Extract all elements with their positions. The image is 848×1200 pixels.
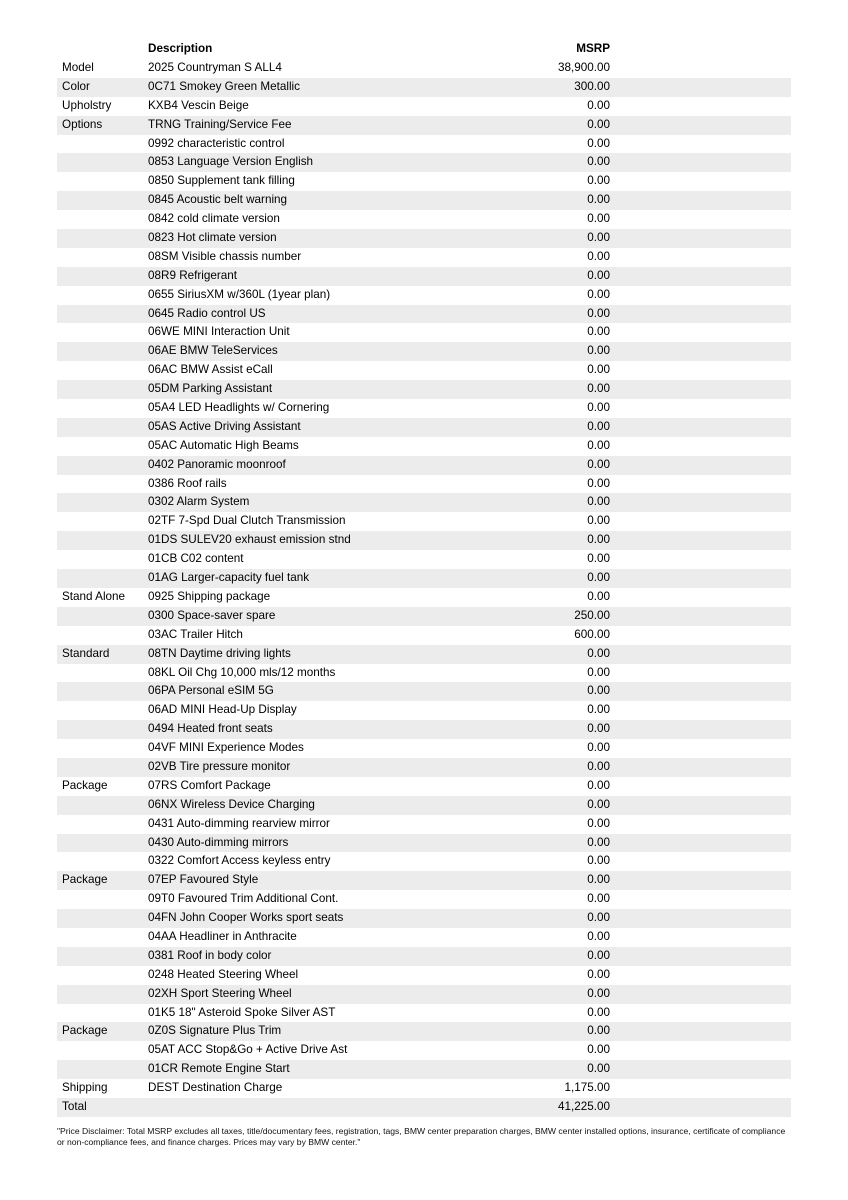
msrp-cell: 0.00 <box>587 911 610 925</box>
description-cell: 04AA Headliner in Anthracite <box>148 929 297 943</box>
description-cell: 04VF MINI Experience Modes <box>148 741 304 755</box>
msrp-cell: 0.00 <box>587 117 610 131</box>
msrp-cell: 0.00 <box>587 231 610 245</box>
msrp-cell: 1,175.00 <box>564 1081 610 1095</box>
table-row <box>57 928 791 947</box>
description-cell: 01CB C02 content <box>148 552 244 566</box>
table-row <box>57 78 791 97</box>
msrp-cell: 250.00 <box>574 608 610 622</box>
table-row <box>57 342 791 361</box>
msrp-cell: 0.00 <box>587 212 610 226</box>
table-row <box>57 607 791 626</box>
msrp-cell: 600.00 <box>574 627 610 641</box>
category-cell: Upholstry <box>62 98 112 112</box>
description-cell: 0992 characteristic control <box>148 136 285 150</box>
description-cell: 05AT ACC Stop&Go + Active Drive Ast <box>148 1043 348 1057</box>
msrp-cell: 0.00 <box>587 873 610 887</box>
description-cell: 0C71 Smokey Green Metallic <box>148 79 301 93</box>
msrp-cell: 0.00 <box>587 759 610 773</box>
description-cell: 01DS SULEV20 exhaust emission stnd <box>148 533 351 547</box>
description-cell: 0842 cold climate version <box>148 212 280 226</box>
msrp-cell: 0.00 <box>587 533 610 547</box>
table-row <box>57 626 791 645</box>
description-cell: 07EP Favoured Style <box>148 873 259 887</box>
table-row <box>57 834 791 853</box>
description-cell: 0381 Roof in body color <box>148 948 272 962</box>
msrp-cell: 0.00 <box>587 514 610 528</box>
description-cell: DEST Destination Charge <box>148 1081 283 1095</box>
msrp-cell: 0.00 <box>587 1043 610 1057</box>
table-row <box>57 588 791 607</box>
msrp-cell: 0.00 <box>587 778 610 792</box>
msrp-cell: 0.00 <box>587 665 610 679</box>
msrp-cell: 0.00 <box>587 722 610 736</box>
msrp-cell: 0.00 <box>587 854 610 868</box>
category-cell: Shipping <box>62 1081 108 1095</box>
description-cell: 0850 Supplement tank filling <box>148 174 295 188</box>
description-cell: KXB4 Vescin Beige <box>148 98 249 112</box>
category-cell: Package <box>62 778 108 792</box>
msrp-cell: 0.00 <box>587 193 610 207</box>
table-row <box>57 248 791 267</box>
msrp-cell: 300.00 <box>574 79 610 93</box>
category-cell: Model <box>62 61 94 74</box>
table-row <box>57 569 791 588</box>
table-row <box>57 135 791 154</box>
table-row <box>57 947 791 966</box>
description-cell: 05AC Automatic High Beams <box>148 438 299 452</box>
description-cell: 0845 Acoustic belt warning <box>148 193 288 207</box>
category-cell: Options <box>62 117 103 131</box>
description-cell: 0Z0S Signature Plus Trim <box>148 1024 282 1038</box>
table-row <box>57 815 791 834</box>
table-row <box>57 909 791 928</box>
msrp-cell: 0.00 <box>587 797 610 811</box>
table-row <box>57 493 791 512</box>
description-cell: 0386 Roof rails <box>148 476 227 490</box>
table-row <box>57 720 791 739</box>
description-cell: 0402 Panoramic moonroof <box>148 457 286 471</box>
description-cell: 07RS Comfort Package <box>148 778 271 792</box>
category-cell: Standard <box>62 646 110 660</box>
msrp-cell: 0.00 <box>587 1024 610 1038</box>
price-disclaimer: "Price Disclaimer: Total MSRP excludes all taxes, title/documentary fees, registration, tags, BMW center preparation charges, BMW center installed options, insurance, certificate of compliance or non-compliance fees, and finance charges. Prices may vary by BMW center." <box>57 1126 786 1148</box>
description-cell: 06WE MINI Interaction Unit <box>148 325 290 339</box>
category-cell: Total <box>62 1099 87 1113</box>
msrp-cell: 0.00 <box>587 1062 610 1076</box>
description-cell: 01K5 18" Asteroid Spoke Silver AST <box>148 1005 336 1019</box>
description-cell: 05A4 LED Headlights w/ Cornering <box>148 401 330 415</box>
msrp-cell: 0.00 <box>587 646 610 660</box>
description-cell: 0302 Alarm System <box>148 495 250 509</box>
msrp-cell: 0.00 <box>587 344 610 358</box>
msrp-cell: 0.00 <box>587 306 610 320</box>
table-row <box>57 1022 791 1041</box>
description-cell: 01AG Larger-capacity fuel tank <box>148 571 310 585</box>
table-row <box>57 966 791 985</box>
table-row <box>57 267 791 286</box>
msrp-header: MSRP <box>576 42 610 56</box>
table-row <box>57 512 791 531</box>
table-row <box>57 456 791 475</box>
table-row <box>57 890 791 909</box>
description-cell: 0322 Comfort Access keyless entry <box>148 854 331 868</box>
msrp-cell: 0.00 <box>587 929 610 943</box>
description-cell: 03AC Trailer Hitch <box>148 627 243 641</box>
msrp-cell: 0.00 <box>587 325 610 339</box>
description-cell: 0823 Hot climate version <box>148 231 277 245</box>
table-row <box>57 229 791 248</box>
table-row <box>57 475 791 494</box>
table-row <box>57 418 791 437</box>
table-row <box>57 191 791 210</box>
category-cell: Stand Alone <box>62 589 126 603</box>
table-row <box>57 1041 791 1060</box>
msrp-cell: 41,225.00 <box>558 1099 610 1113</box>
table-row <box>57 871 791 890</box>
description-cell: 09T0 Favoured Trim Additional Cont. <box>148 892 339 906</box>
category-cell: Color <box>62 79 90 93</box>
description-cell: 05AS Active Driving Assistant <box>148 419 301 433</box>
description-cell: TRNG Training/Service Fee <box>148 117 292 131</box>
description-cell: 0853 Language Version English <box>148 155 314 169</box>
table-row <box>57 286 791 305</box>
description-cell: 2025 Countryman S ALL4 <box>148 61 282 74</box>
table-row <box>57 1060 791 1079</box>
table-row <box>57 380 791 399</box>
msrp-cell: 0.00 <box>587 986 610 1000</box>
msrp-cell: 0.00 <box>587 98 610 112</box>
table-row <box>57 1079 791 1098</box>
msrp-cell: 0.00 <box>587 155 610 169</box>
description-cell: 02XH Sport Steering Wheel <box>148 986 292 1000</box>
msrp-cell: 0.00 <box>587 495 610 509</box>
msrp-cell: 0.00 <box>587 571 610 585</box>
description-cell: 04FN John Cooper Works sport seats <box>148 911 344 925</box>
table-row <box>57 305 791 324</box>
msrp-cell: 0.00 <box>587 684 610 698</box>
msrp-cell: 0.00 <box>587 816 610 830</box>
msrp-cell: 0.00 <box>587 967 610 981</box>
description-cell: 06NX Wireless Device Charging <box>148 797 315 811</box>
category-cell: Package <box>62 1024 108 1038</box>
table-row <box>57 664 791 683</box>
description-cell: 0430 Auto-dimming mirrors <box>148 835 289 849</box>
table-row <box>57 116 791 135</box>
table-header-row <box>57 40 791 59</box>
msrp-cell: 0.00 <box>587 268 610 282</box>
table-row <box>57 985 791 1004</box>
msrp-cell: 0.00 <box>587 363 610 377</box>
description-cell: 02TF 7-Spd Dual Clutch Transmission <box>148 514 346 528</box>
description-cell: 0431 Auto-dimming rearview mirror <box>148 816 330 830</box>
msrp-cell: 0.00 <box>587 457 610 471</box>
msrp-cell: 0.00 <box>587 382 610 396</box>
table-row <box>57 796 791 815</box>
msrp-cell: 0.00 <box>587 419 610 433</box>
description-cell: 08TN Daytime driving lights <box>148 646 291 660</box>
msrp-cell: 0.00 <box>587 287 610 301</box>
table-row <box>57 758 791 777</box>
table-body <box>57 59 791 1117</box>
description-cell: 08KL Oil Chg 10,000 mls/12 months <box>148 665 336 679</box>
description-cell: 01CR Remote Engine Start <box>148 1062 290 1076</box>
table-row <box>57 1098 791 1117</box>
table-row <box>57 550 791 569</box>
msrp-cell: 0.00 <box>587 438 610 452</box>
msrp-cell: 0.00 <box>587 174 610 188</box>
description-cell: 0655 SiriusXM w/360L (1year plan) <box>148 287 331 301</box>
msrp-cell: 0.00 <box>587 948 610 962</box>
description-cell: 0645 Radio control US <box>148 306 266 320</box>
msrp-cell: 0.00 <box>587 703 610 717</box>
description-cell: 0300 Space-saver spare <box>148 608 276 622</box>
msrp-cell: 0.00 <box>587 136 610 150</box>
description-cell: 06AC BMW Assist eCall <box>148 363 273 377</box>
description-cell: 0494 Heated front seats <box>148 722 273 736</box>
table-row <box>57 1004 791 1023</box>
table-row <box>57 97 791 116</box>
msrp-cell: 0.00 <box>587 835 610 849</box>
table-row <box>57 852 791 871</box>
msrp-cell: 0.00 <box>587 476 610 490</box>
msrp-cell: 0.00 <box>587 401 610 415</box>
pricing-table <box>57 40 791 1117</box>
table-row <box>57 701 791 720</box>
table-row <box>57 153 791 172</box>
description-cell: 02VB Tire pressure monitor <box>148 759 291 773</box>
description-cell: 08R9 Refrigerant <box>148 268 238 282</box>
table-row <box>57 777 791 796</box>
msrp-cell: 0.00 <box>587 1005 610 1019</box>
msrp-cell: 0.00 <box>587 589 610 603</box>
description-cell: 06AE BMW TeleServices <box>148 344 278 358</box>
description-cell: 08SM Visible chassis number <box>148 249 302 263</box>
description-cell: 06AD MINI Head-Up Display <box>148 703 297 717</box>
msrp-cell: 0.00 <box>587 249 610 263</box>
msrp-cell: 0.00 <box>587 892 610 906</box>
description-cell: 0248 Heated Steering Wheel <box>148 967 299 981</box>
description-cell: 0925 Shipping package <box>148 589 271 603</box>
table-row <box>57 645 791 664</box>
table-row <box>57 531 791 550</box>
description-cell: 06PA Personal eSIM 5G <box>148 684 274 698</box>
description-header: Description <box>148 42 213 56</box>
table-row <box>57 739 791 758</box>
table-row <box>57 437 791 456</box>
msrp-cell: 38,900.00 <box>558 61 610 74</box>
msrp-cell: 0.00 <box>587 552 610 566</box>
table-row <box>57 682 791 701</box>
table-row <box>57 59 791 78</box>
msrp-cell: 0.00 <box>587 741 610 755</box>
description-cell: 05DM Parking Assistant <box>148 382 273 396</box>
table-row <box>57 399 791 418</box>
table-row <box>57 323 791 342</box>
category-cell: Package <box>62 873 108 887</box>
table-row <box>57 210 791 229</box>
table-row <box>57 172 791 191</box>
table-row <box>57 361 791 380</box>
